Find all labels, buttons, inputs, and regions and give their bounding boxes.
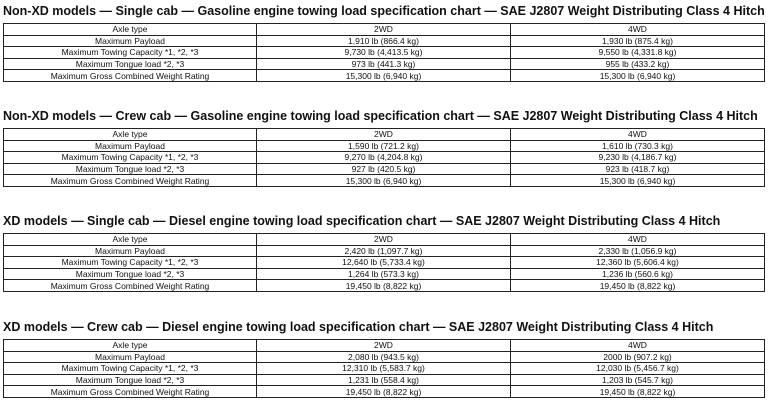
header-cell: 2WD (257, 234, 511, 246)
table-row (4, 363, 765, 375)
value-2wd: 927 lb (420.5 kg) (257, 163, 511, 175)
section-title: XD models — Single cab — Diesel engine towing load specification chart — SAE J2807 Weight Distributing Class 4 Hitch (3, 214, 721, 228)
table-header-row (4, 129, 765, 141)
header-cell: 4WD (511, 234, 765, 246)
header-cell: 4WD (511, 24, 765, 36)
header-cell: 2WD (257, 129, 511, 141)
table-row (4, 47, 765, 59)
header-cell: Axle type (4, 340, 257, 352)
value-4wd: 2000 lb (907.2 kg) (511, 351, 765, 363)
row-label: Maximum Towing Capacity *1, *2, *3 (4, 363, 257, 375)
table-header-row (4, 340, 765, 352)
row-label: Maximum Tongue load *2, *3 (4, 268, 257, 280)
table-row (4, 140, 765, 152)
value-4wd: 2,330 lb (1,056.9 kg) (511, 245, 765, 257)
table-row (4, 374, 765, 386)
value-4wd: 9,550 lb (4,331.8 kg) (511, 47, 765, 59)
section-xd-crew-cab (0, 318, 768, 397)
section-nonxd-crew-cab (0, 107, 768, 186)
value-2wd: 1,590 lb (721.2 kg) (257, 140, 511, 152)
table-row (4, 152, 765, 164)
row-label: Maximum Gross Combined Weight Rating (4, 386, 257, 398)
table-row (4, 70, 765, 82)
value-2wd: 12,640 lb (5,733.4 kg) (257, 257, 511, 269)
value-2wd: 9,730 lb (4,413.5 kg) (257, 47, 511, 59)
value-4wd: 12,360 lb (5,606.4 kg) (511, 257, 765, 269)
value-4wd: 19,450 lb (8,822 kg) (511, 386, 765, 398)
row-label: Maximum Tongue load *2, *3 (4, 163, 257, 175)
row-label: Maximum Payload (4, 35, 257, 47)
row-label: Maximum Tongue load *2, *3 (4, 374, 257, 386)
table-header-row (4, 24, 765, 36)
row-label: Maximum Towing Capacity *1, *2, *3 (4, 47, 257, 59)
table-row (4, 257, 765, 269)
table-row (4, 268, 765, 280)
table-row (4, 175, 765, 187)
row-label: Maximum Towing Capacity *1, *2, *3 (4, 152, 257, 164)
spec-table (3, 233, 765, 292)
row-label: Maximum Payload (4, 245, 257, 257)
value-4wd: 1,930 lb (875.4 kg) (511, 35, 765, 47)
value-2wd: 973 lb (441.3 kg) (257, 58, 511, 70)
row-label: Maximum Tongue load *2, *3 (4, 58, 257, 70)
row-label: Maximum Towing Capacity *1, *2, *3 (4, 257, 257, 269)
spec-table (3, 339, 765, 398)
value-4wd: 1,203 lb (545.7 kg) (511, 374, 765, 386)
value-4wd: 15,300 lb (6,940 kg) (511, 70, 765, 82)
value-4wd: 955 lb (433.2 kg) (511, 58, 765, 70)
table-row (4, 280, 765, 292)
value-2wd: 15,300 lb (6,940 kg) (257, 70, 511, 82)
spec-table (3, 23, 765, 82)
table-row (4, 58, 765, 70)
value-2wd: 12,310 lb (5,583.7 kg) (257, 363, 511, 375)
value-2wd: 2,420 lb (1,097.7 kg) (257, 245, 511, 257)
value-2wd: 19,450 lb (8,822 kg) (257, 280, 511, 292)
value-4wd: 1,236 lb (560.6 kg) (511, 268, 765, 280)
header-cell: Axle type (4, 129, 257, 141)
spec-table (3, 128, 765, 187)
header-cell: 2WD (257, 340, 511, 352)
value-2wd: 2,080 lb (943.5 kg) (257, 351, 511, 363)
table-row (4, 245, 765, 257)
row-label: Maximum Gross Combined Weight Rating (4, 175, 257, 187)
value-4wd: 9,230 lb (4,186.7 kg) (511, 152, 765, 164)
table-row (4, 163, 765, 175)
value-2wd: 1,910 lb (866.4 kg) (257, 35, 511, 47)
header-cell: 2WD (257, 24, 511, 36)
table-header-row (4, 234, 765, 246)
value-2wd: 19,450 lb (8,822 kg) (257, 386, 511, 398)
header-cell: Axle type (4, 24, 257, 36)
value-2wd: 1,264 lb (573.3 kg) (257, 268, 511, 280)
section-xd-single-cab (0, 212, 768, 291)
section-title: Non-XD models — Crew cab — Gasoline engine towing load specification chart — SAE J2807 Weight Distributing Class 4 Hitch (3, 109, 758, 123)
header-cell: 4WD (511, 340, 765, 352)
row-label: Maximum Payload (4, 140, 257, 152)
row-label: Maximum Gross Combined Weight Rating (4, 70, 257, 82)
value-4wd: 12,030 lb (5,456.7 kg) (511, 363, 765, 375)
value-4wd: 15,300 lb (6,940 kg) (511, 175, 765, 187)
value-2wd: 9,270 lb (4,204.8 kg) (257, 152, 511, 164)
value-4wd: 19,450 lb (8,822 kg) (511, 280, 765, 292)
value-2wd: 1,231 lb (558.4 kg) (257, 374, 511, 386)
header-cell: Axle type (4, 234, 257, 246)
table-row (4, 386, 765, 398)
value-2wd: 15,300 lb (6,940 kg) (257, 175, 511, 187)
table-row (4, 351, 765, 363)
row-label: Maximum Payload (4, 351, 257, 363)
section-title: Non-XD models — Single cab — Gasoline engine towing load specification chart — SAE J2807 Weight Distributing Class 4 Hitch (3, 4, 765, 18)
row-label: Maximum Gross Combined Weight Rating (4, 280, 257, 292)
section-nonxd-single-cab (0, 2, 768, 81)
value-4wd: 1,610 lb (730.3 kg) (511, 140, 765, 152)
value-4wd: 923 lb (418.7 kg) (511, 163, 765, 175)
header-cell: 4WD (511, 129, 765, 141)
table-row (4, 35, 765, 47)
section-title: XD models — Crew cab — Diesel engine towing load specification chart — SAE J2807 Weight Distributing Class 4 Hitch (3, 320, 714, 334)
